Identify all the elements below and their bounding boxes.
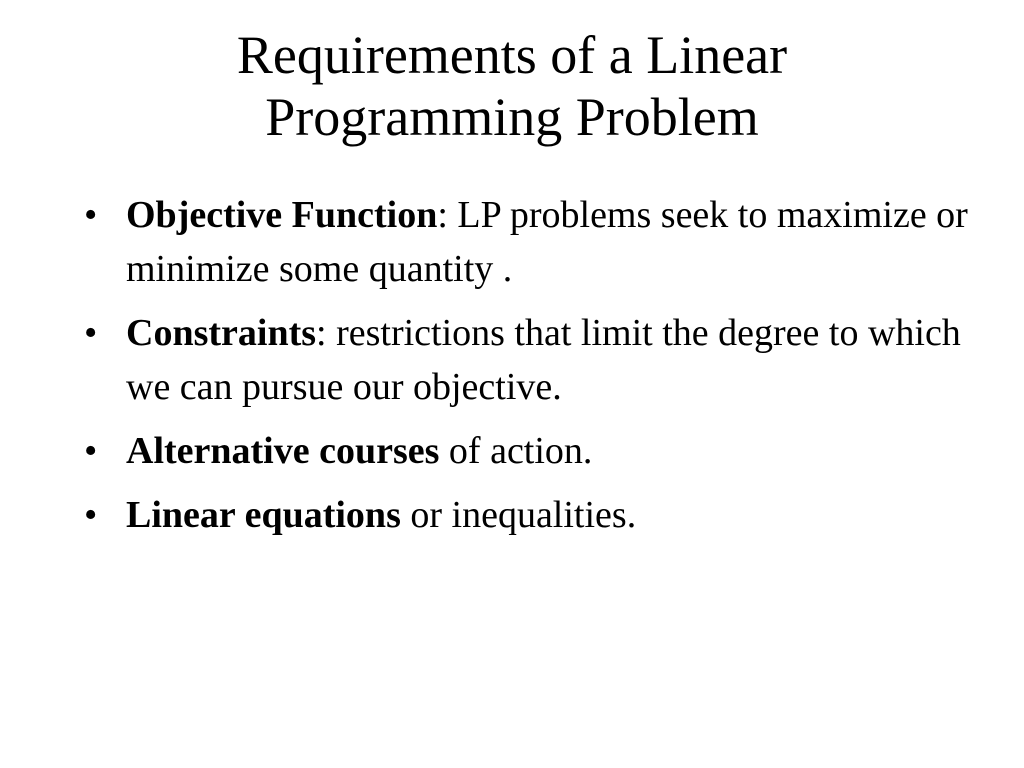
bullet-linear-equations — [84, 488, 984, 542]
slide-title — [0, 24, 1024, 148]
bullet-point-icon: • — [84, 494, 98, 536]
bullet-text: : restrictions that limit the degree to which we can pursue our objective. — [126, 312, 961, 408]
bullet-objective-function — [84, 188, 984, 296]
bullet-constraints — [84, 306, 984, 414]
bullet-list — [84, 188, 984, 552]
bullet-term: Alternative courses — [126, 430, 440, 472]
bullet-term: Objective Function — [126, 194, 438, 236]
bullet-text: or inequalities. — [400, 494, 637, 536]
bullet-point-icon: • — [84, 312, 98, 354]
bullet-alternative-courses — [84, 424, 984, 478]
slide-title-line-1: Requirements of a Linear — [236, 25, 788, 85]
bullet-text: of action. — [439, 430, 593, 472]
bullet-point-icon: • — [84, 194, 98, 236]
bullet-point-icon: • — [84, 430, 98, 472]
bullet-text: : LP problems seek to maximize or minimize some quantity . — [126, 194, 968, 290]
bullet-term: Constraints — [126, 312, 317, 354]
bullet-term: Linear equations — [126, 494, 401, 536]
slide-title-line-2: Programming Problem — [265, 87, 759, 147]
